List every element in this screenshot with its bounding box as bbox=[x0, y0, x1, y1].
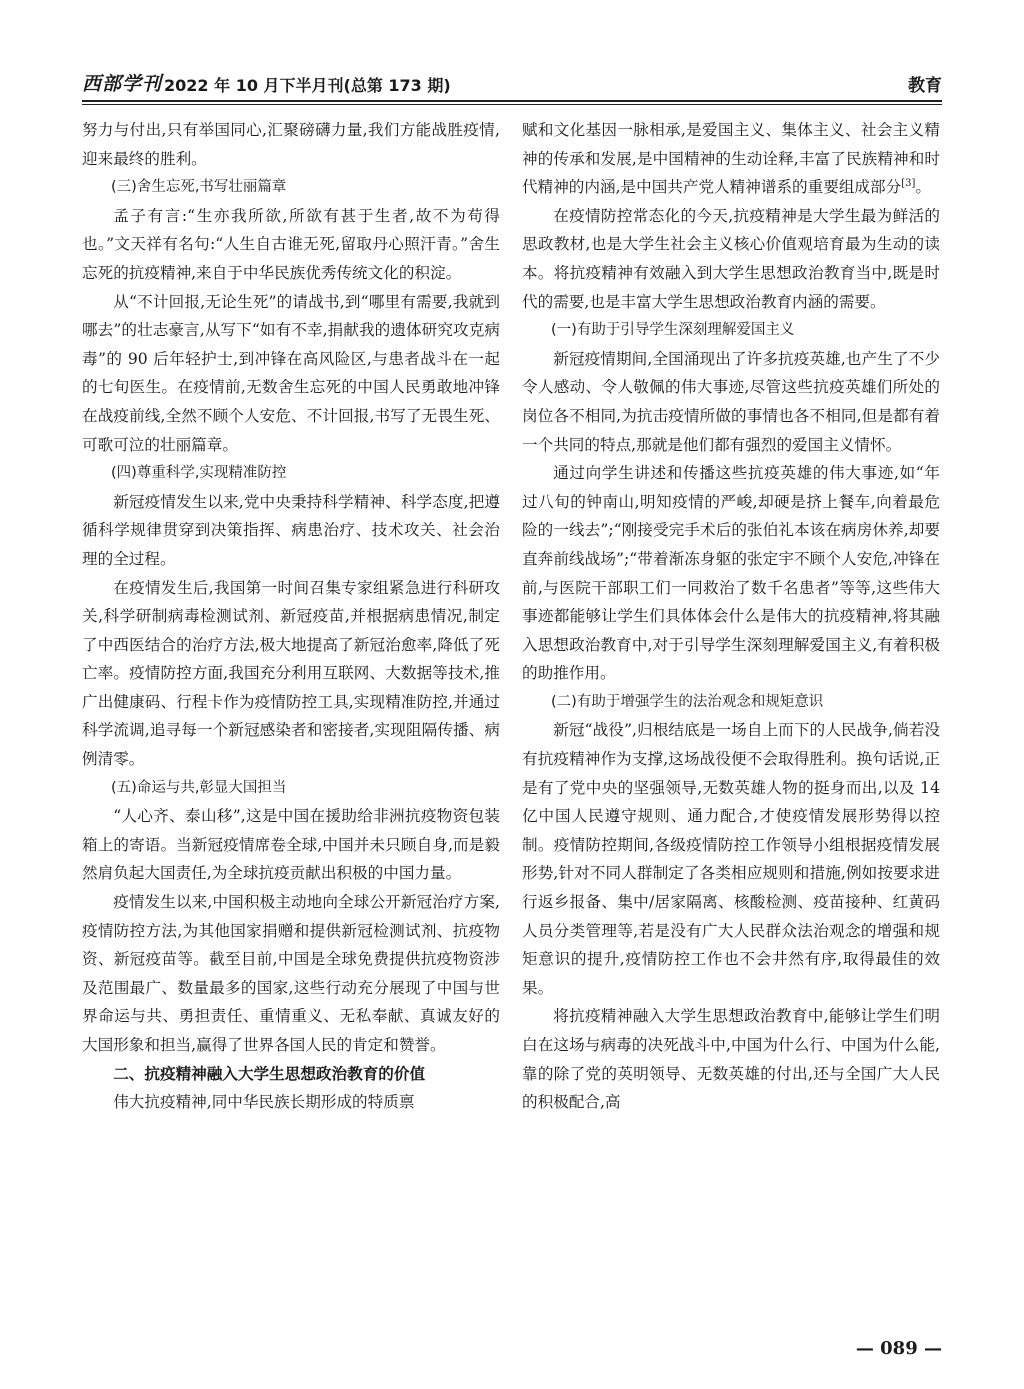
paragraph bbox=[82, 288, 500, 460]
subsection-heading bbox=[522, 316, 940, 345]
paragraph bbox=[82, 488, 500, 574]
paragraph-text: 在疫情防控常态化的今天,抗疫精神是大学生最为鲜活的思政教材,也是大学生社会主义核心价值观培育最为生动的读本。将抗疫精神有效融入到大学生思想政治教育当中,既是时代的需要,也是丰富大学生思想政治教育内涵的需要。 bbox=[522, 206, 940, 311]
right-column bbox=[522, 116, 940, 1117]
paragraph bbox=[82, 202, 500, 288]
paragraph-text: 疫情发生以来,中国积极主动地向全球公开新冠治疗方案,疫情防控方法,为其他国家捐赠和提供新冠检测试剂、抗疫物资、新冠疫苗等。截至目前,中国是全球免费提供抗疫物资涉及范围最广、数量最多的国家,这些行动充分展现了中国与世界命运与共、勇担责任、重情重义、无私奉献、真诚友好的大国形象和担当,赢得了世界各国人民的肯定和赞誉。 bbox=[82, 893, 500, 1054]
page-number: — 089 — bbox=[855, 1338, 942, 1359]
paragraph-text: 二、抗疫精神融入大学生思想政治教育的价值 bbox=[113, 1064, 426, 1083]
paragraph bbox=[522, 1002, 940, 1116]
header-rule-thin bbox=[82, 104, 942, 105]
section-name: 教育 bbox=[908, 76, 942, 96]
running-header bbox=[82, 70, 942, 96]
paragraph bbox=[522, 716, 940, 1002]
paragraph-text: (三)舍生忘死,书写壮丽篇章 bbox=[111, 179, 287, 196]
paragraph-text: 伟大抗疫精神,同中华民族长期形成的特质禀 bbox=[113, 1093, 415, 1112]
journal-logo: 西部学刊 bbox=[82, 73, 163, 95]
paragraph-text: (一)有助于引导学生深刻理解爱国主义 bbox=[551, 322, 795, 339]
paragraph-text: 努力与付出,只有举国同心,汇聚磅礴力量,我们方能战胜疫情,迎来最终的胜利。 bbox=[82, 121, 500, 168]
paragraph-text: 孟子有言:“生亦我所欲,所欲有甚于生者,故不为苟得也。”文天祥有名句:“人生自古谁无死,留取丹心照汗青。”舍生忘死的抗疫精神,来自于中华民族优秀传统文化的积淀。 bbox=[82, 206, 500, 282]
header-rule-thick bbox=[82, 100, 942, 102]
subsection-heading bbox=[522, 688, 940, 717]
citation-ref: [3] bbox=[901, 178, 916, 189]
issue-info: 2022 年 10 月下半月刊(总第 173 期) bbox=[164, 76, 451, 95]
paragraph bbox=[82, 888, 500, 1060]
paragraph-text: (五)命运与共,彰显大国担当 bbox=[111, 779, 287, 796]
paragraph-text: 新冠“战役”,归根结底是一场自上而下的人民战争,倘若没有抗疫精神作为支撑,这场战役便不会取得胜利。换句话说,正是有了党中央的坚强领导,无数英雄人物的挺身而出,以及 14 亿中国人民遵守规则、通力配合,才使疫情发展形势得以控制。疫情防控期间,各级疫情防控工作领导小组根据疫情发展形势,针对不同人群制定了各类相应规则和措施,例如按要求进行返乡报备、集中/居家隔离、核酸检测、疫苗接种、红黄码人员分类管理等,若是没有广大人民群众法治观念的增强和规矩意识的提升,疫情防控工作也不会井然有序,取得最佳的效果。 bbox=[522, 721, 940, 997]
paragraph-text: 从“不计回报,无论生死”的请战书,到“哪里有需要,我就到哪去”的壮志豪言,从写下“如有不幸,捐献我的遗体研究攻克病毒”的 90 后年轻护士,到冲锋在高风险区,与患者战斗在一起的七旬医生。在疫情前,无数舍生忘死的中国人民勇敢地冲锋在战疫前线,全然不顾个人安危、不计回报,书写了无畏生死、可歌可泣的壮丽篇章。 bbox=[82, 292, 500, 454]
header-left bbox=[82, 69, 451, 96]
paragraph-text: 在疫情发生后,我国第一时间召集专家组紧急进行科研攻关,科学研制病毒检测试剂、新冠疫苗,并根据病患情况,制定了中西医结合的治疗方法,极大地提高了新冠治愈率,降低了死亡率。疫情防控方面,我国充分利用互联网、大数据等技术,推广出健康码、行程卡作为疫情防控工具,实现精准防控,并通过科学流调,追寻每一个新冠感染者和密接者,实现阻隔传播、病例清零。 bbox=[82, 578, 500, 769]
paragraph bbox=[522, 345, 940, 459]
paragraph-text: 新冠疫情期间,全国涌现出了许多抗疫英雄,也产生了不少令人感动、令人敬佩的伟大事迹,尽管这些抗疫英雄们所处的岗位各不相同,为抗击疫情所做的事情也各不相同,但是都有着一个共同的特点,那就是他们都有强烈的爱国主义情怀。 bbox=[522, 349, 940, 454]
paragraph-text: (四)尊重科学,实现精准防控 bbox=[111, 465, 287, 482]
section-heading bbox=[82, 1060, 500, 1089]
paragraph-text: 赋和文化基因一脉相承,是爱国主义、集体主义、社会主义精神的传承和发展,是中国精神的生动诠释,丰富了民族精神和时代精神的内涵,是中国共产党人精神谱系的重要组成部分 bbox=[522, 121, 940, 197]
paragraph-tail: 。 bbox=[915, 178, 931, 197]
paragraph-text: 将抗疫精神融入大学生思想政治教育中,能够让学生们明白在这场与病毒的决死战斗中,中国为什么行、中国为什么能,靠的除了党的英明领导、无数英雄的付出,还与全国广大人民的积极配合,高 bbox=[522, 1007, 940, 1112]
paragraph bbox=[82, 574, 500, 774]
paragraph-text: (二)有助于增强学生的法治观念和规矩意识 bbox=[551, 693, 824, 710]
subsection-heading bbox=[82, 774, 500, 803]
paragraph-text: “人心齐、泰山移”,这是中国在援助给非洲抗疫物资包装箱上的寄语。当新冠疫情席卷全球,中国并未只顾自身,而是毅然肩负起大国责任,为全球抗疫贡献出积极的中国力量。 bbox=[82, 807, 500, 883]
subsection-heading bbox=[82, 459, 500, 488]
paragraph-text: 新冠疫情发生以来,党中央秉持科学精神、科学态度,把遵循科学规律贯穿到决策指挥、病患治疗、技术攻关、社会治理的全过程。 bbox=[82, 492, 500, 568]
paragraph bbox=[82, 1088, 500, 1117]
paragraph bbox=[522, 202, 940, 316]
subsection-heading bbox=[82, 173, 500, 202]
paragraph bbox=[82, 802, 500, 888]
paragraph-continued bbox=[522, 116, 940, 202]
paragraph-continued bbox=[82, 116, 500, 173]
paragraph-text: 通过向学生讲述和传播这些抗疫英雄的伟大事迹,如“年过八旬的钟南山,明知疫情的严峻,却硬是挤上餐车,向着最危险的一线去”;“刚接受完手术后的张伯礼本该在病房休养,却要直奔前线战场”;“带着渐冻身躯的张定宇不顾个人安危,冲锋在前,与医院干部职工们一同救治了数千名患者”等等,这些伟大事迹都能够让学生们具体体会什么是伟大的抗疫精神,将其融入思想政治教育中,对于引导学生深刻理解爱国主义,有着积极的助推作用。 bbox=[522, 464, 940, 683]
paragraph bbox=[522, 459, 940, 688]
left-column bbox=[82, 116, 500, 1117]
